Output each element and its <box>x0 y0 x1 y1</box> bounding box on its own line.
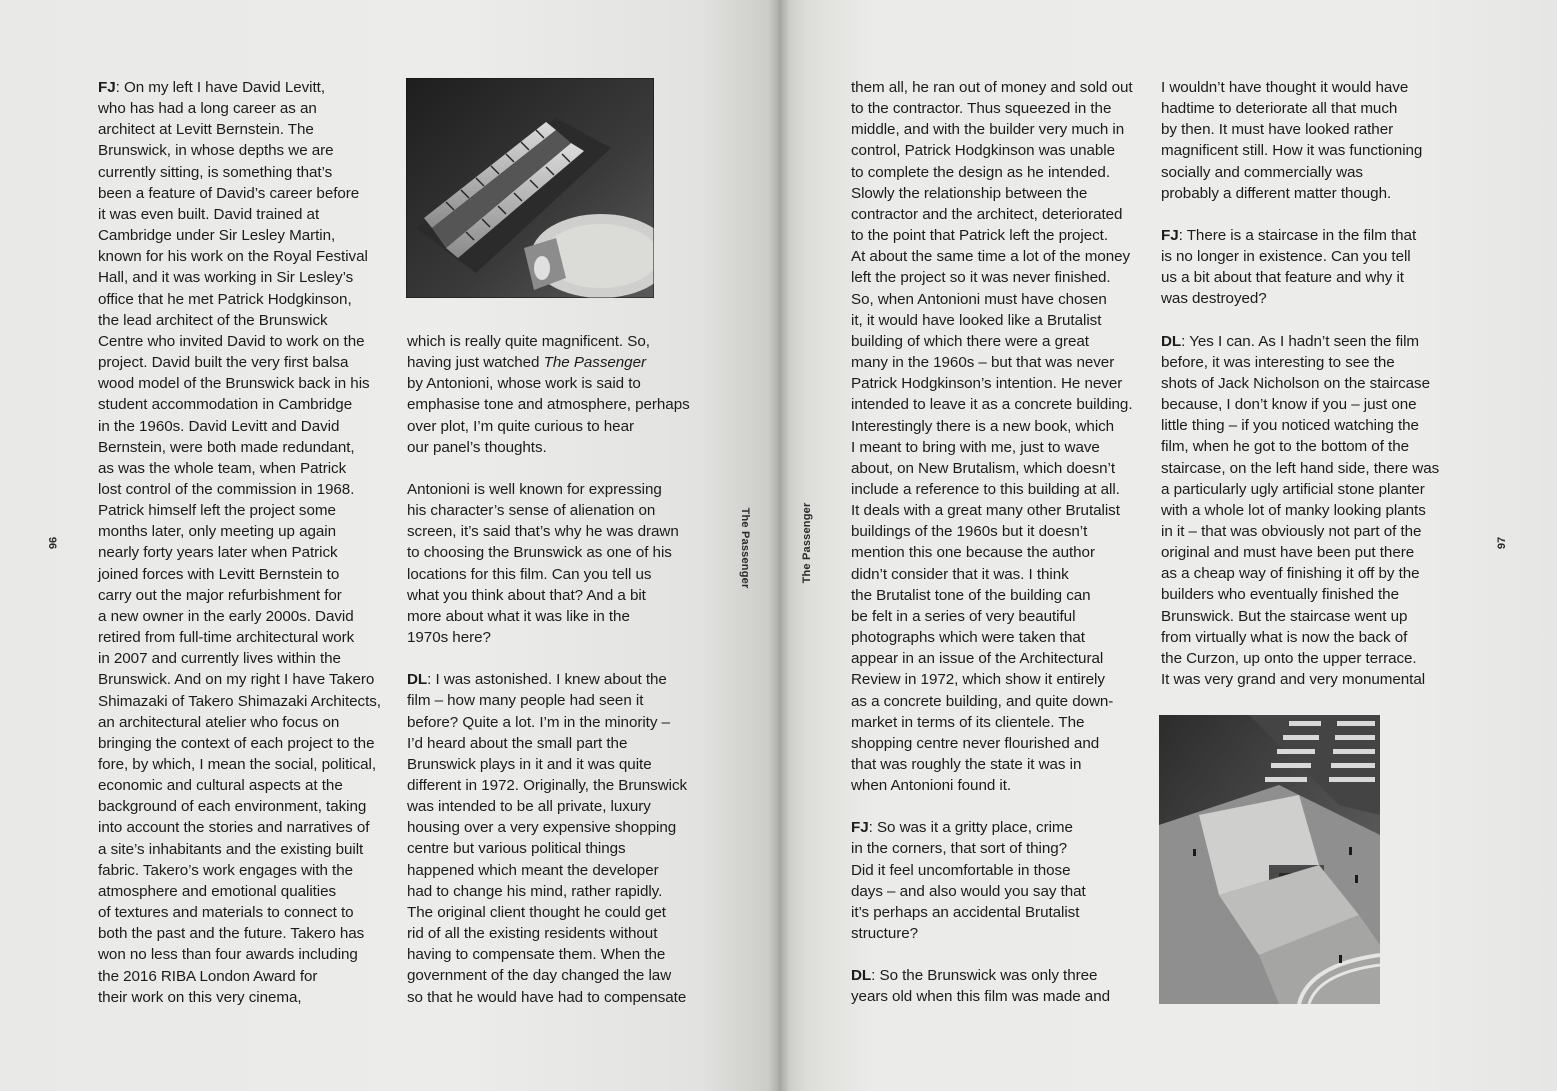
text-line: atmosphere and emotional qualities <box>98 882 337 900</box>
text-line: It was very grand and very monumental <box>1161 671 1426 689</box>
text-line: didn’t consider that it was. I think <box>851 565 1069 583</box>
text-line: I wouldn’t have thought it would have <box>1161 79 1409 96</box>
text-line: film – how many people had seen it <box>407 692 644 710</box>
text-line: into account the stories and narratives of <box>98 819 370 837</box>
text-line: to choosing the Brunswick as one of his <box>407 544 672 562</box>
text-line: screen, it’s said that’s why he was drawn <box>407 523 679 541</box>
text-line: appear in an issue of the Architectural <box>851 650 1104 668</box>
text-line: which is really quite magnificent. So, <box>407 333 650 350</box>
text-line: fabric. Takero’s work engages with the <box>98 861 354 879</box>
text-line: had to change his mind, rather rapidly. <box>407 882 663 900</box>
text-line: include a reference to this building at all. <box>851 480 1120 498</box>
speaker-text: : I was astonished. I knew about the <box>427 671 667 689</box>
text-line: about, on New Brutalism, which doesn’t <box>851 459 1116 477</box>
text-line: Antonioni is well known for expressing <box>407 480 662 498</box>
speaker-text: : Yes I can. As I hadn’t seen the film <box>1181 332 1420 350</box>
paragraph <box>851 817 1151 944</box>
text-line <box>407 352 707 373</box>
speaker-text: : There is a staircase in the film that <box>1178 226 1417 244</box>
text-line: as was the whole team, when Patrick <box>98 459 347 477</box>
paragraph <box>407 331 707 458</box>
paragraph <box>851 77 1151 796</box>
text-line: Brunswick, in whose depths we are <box>98 142 334 160</box>
text-line: his character’s sense of alienation on <box>407 502 656 520</box>
text-line: both the past and the future. Takero has <box>98 925 365 943</box>
text-line: by then. It must have looked rather <box>1161 121 1394 139</box>
text-line: to the point that Patrick left the project. <box>851 227 1109 245</box>
text-line: Slowly the relationship between the <box>851 184 1088 202</box>
text-line: with a whole lot of manky looking plants <box>1161 501 1426 519</box>
text-line: when Antonioni found it. <box>851 777 1012 795</box>
text-line: a new owner in the early 2000s. David <box>98 607 354 625</box>
text-line <box>407 669 707 690</box>
text-line: before? Quite a lot. I’m in the minority – <box>407 713 670 731</box>
text-line <box>1161 331 1461 352</box>
text-line: economic and cultural aspects at the <box>98 777 343 795</box>
speaker-initials: DL <box>407 671 428 689</box>
text-line: it, it would have looked like a Brutalist <box>851 311 1102 329</box>
text-line: won no less than four awards including <box>98 946 358 964</box>
text-line: retired from full-time architectural work <box>98 629 355 647</box>
text-line: as a concrete building, and quite down- <box>851 692 1114 710</box>
text-line: student accommodation in Cambridge <box>98 396 353 414</box>
text-line: market in terms of its clientele. The <box>851 713 1085 731</box>
text-line: 1970s here? <box>407 629 491 647</box>
architectural-model-photo <box>406 78 654 298</box>
text-line: in the 1960s. David Levitt and David <box>98 417 340 435</box>
text-line: months later, only meeting up again <box>98 523 337 541</box>
text-line: Bernstein, were both made redundant, <box>98 438 355 456</box>
text-line: our panel’s thoughts. <box>407 438 547 456</box>
text-line: housing over a very expensive shopping <box>407 819 677 837</box>
text-line: nearly forty years later when Patrick <box>98 544 338 562</box>
speaker-text: : On my left I have David Levitt, <box>115 79 325 96</box>
text-line: buildings of the 1960s but it doesn’t <box>851 523 1088 541</box>
text-line: Brunswick. But the staircase went up <box>1161 607 1408 625</box>
text-line: contractor and the architect, deteriorated <box>851 205 1123 223</box>
text-line: an architectural atelier who focus on <box>98 713 340 731</box>
text-line: Brunswick plays in it and it was quite <box>407 755 652 773</box>
text-line: rid of all the existing residents without <box>407 925 658 943</box>
text-line: from virtually what is now the back of <box>1161 628 1408 646</box>
text-column-1 <box>98 77 398 1008</box>
text-line: of textures and materials to connect to <box>98 904 354 922</box>
speaker-text: : So was it a gritty place, crime <box>868 819 1073 837</box>
text-line: a site’s inhabitants and the existing built <box>98 840 364 858</box>
text-line: bringing the context of each project to the <box>98 734 375 752</box>
text-line: magnificent still. How it was functioning <box>1161 142 1423 160</box>
paragraph <box>1161 77 1461 204</box>
text-line: intended to leave it as a concrete building. <box>851 396 1133 414</box>
paragraph <box>407 479 707 648</box>
text-line: It deals with a great many other Brutalist <box>851 502 1120 520</box>
text-line: what you think about that? And a bit <box>407 586 646 604</box>
text-line: socially and commercially was <box>1161 163 1363 181</box>
text-line: left the project so it was never finished. <box>851 269 1111 287</box>
text-line: wood model of the Brunswick back in his <box>98 375 370 393</box>
text-line: locations for this film. Can you tell us <box>407 565 652 583</box>
text-line: project. David built the very first balsa <box>98 354 349 372</box>
page-number-right: 97 <box>1496 536 1508 550</box>
text-fragment: having just watched <box>407 354 544 372</box>
text-line: So, when Antonioni must have chosen <box>851 290 1107 308</box>
text-line: different in 1972. Originally, the Brunswick <box>407 776 688 794</box>
paragraph <box>1161 225 1461 310</box>
text-line: Shimazaki of Takero Shimazaki Architects, <box>98 692 381 710</box>
terrace-aerial-photo <box>1159 715 1380 1004</box>
text-column-4 <box>1161 77 1461 690</box>
text-line: the 2016 RIBA London Award for <box>98 967 318 985</box>
text-line: lost control of the commission in 1968. <box>98 480 355 498</box>
paragraph <box>407 669 707 1008</box>
film-title: The Passenger <box>543 354 646 372</box>
text-line: who has had a long career as an <box>98 100 317 118</box>
text-line <box>98 77 398 98</box>
text-line: architect at Levitt Bernstein. The <box>98 121 314 139</box>
text-line: shots of Jack Nicholson on the staircase <box>1161 374 1430 392</box>
text-line: as a cheap way of finishing it off by the <box>1161 565 1420 583</box>
text-line: structure? <box>851 925 919 943</box>
text-line: their work on this very cinema, <box>98 988 302 1006</box>
text-line: it’s perhaps an accidental Brutalist <box>851 903 1080 921</box>
text-line: probably a different matter though. <box>1161 184 1392 202</box>
text-line: shopping centre never flourished and <box>851 734 1100 752</box>
text-line: middle, and with the builder very much in <box>851 121 1125 139</box>
speaker-initials: FJ <box>98 79 116 96</box>
text-line: to complete the design as he intended. <box>851 163 1111 181</box>
text-line: film, when he got to the bottom of the <box>1161 438 1409 456</box>
text-line: little thing – if you noticed watching the <box>1161 417 1419 435</box>
text-line: I meant to bring with me, just to wave <box>851 438 1100 456</box>
speaker-initials: DL <box>851 967 872 985</box>
text-line: the lead architect of the Brunswick <box>98 311 328 329</box>
text-line: Centre who invited David to work on the <box>98 332 365 350</box>
text-line: was intended to be all private, luxury <box>407 798 651 816</box>
text-line: original and must have been put there <box>1161 544 1415 562</box>
text-line: I’d heard about the small part the <box>407 734 628 752</box>
text-line: Patrick himself left the project some <box>98 502 336 520</box>
text-line: the Curzon, up onto the upper terrace. <box>1161 649 1417 667</box>
text-line: emphasise tone and atmosphere, perhaps <box>407 396 690 414</box>
text-line: by Antonioni, whose work is said to <box>407 375 641 393</box>
text-line: was destroyed? <box>1161 290 1267 308</box>
text-line: joined forces with Levitt Bernstein to <box>98 565 340 583</box>
page-number-left: 96 <box>46 536 58 550</box>
text-line: Cambridge under Sir Lesley Martin, <box>98 227 336 245</box>
speaker-text: : So the Brunswick was only three <box>871 967 1098 985</box>
text-line: us a bit about that feature and why it <box>1161 269 1404 287</box>
text-line: hadtime to deteriorate all that much <box>1161 100 1398 118</box>
text-line: mention this one because the author <box>851 544 1095 562</box>
text-line: it was even built. David trained at <box>98 205 320 223</box>
text-line: that was roughly the state it was in <box>851 756 1082 773</box>
text-line: known for his work on the Royal Festival <box>98 248 368 266</box>
text-line: control, Patrick Hodgkinson was unable <box>851 142 1116 160</box>
text-line: staircase, on the left hand side, there was <box>1161 459 1440 477</box>
text-line: days – and also would you say that <box>851 882 1086 900</box>
text-line: photographs which were taken that <box>851 629 1085 647</box>
text-line: Brunswick. And on my right I have Takero <box>98 671 375 689</box>
text-line <box>851 817 1151 838</box>
text-column-2 <box>407 331 707 1008</box>
text-line: Review in 1972, which show it entirely <box>851 671 1105 689</box>
text-line: before, it was interesting to see the <box>1161 353 1395 371</box>
text-line <box>851 965 1151 986</box>
text-line: over plot, I’m quite curious to hear <box>407 417 634 435</box>
text-line: The original client thought he could get <box>407 903 666 921</box>
text-line: carry out the major refurbishment for <box>98 586 342 604</box>
paragraph <box>1161 331 1461 691</box>
text-line: to the contractor. Thus squeezed in the <box>851 100 1112 118</box>
text-line: because, I don’t know if you – just one <box>1161 396 1417 414</box>
text-line: in it – that was obviously not part of the <box>1161 522 1422 540</box>
text-line: office that he met Patrick Hodgkinson, <box>98 290 352 308</box>
text-line: been a feature of David’s career before <box>98 184 360 202</box>
text-line: be felt in a series of very beautiful <box>851 607 1076 625</box>
text-line: the Brutalist tone of the building can <box>851 586 1091 604</box>
text-line: many in the 1960s – but that was never <box>851 354 1115 372</box>
text-line: government of the day changed the law <box>407 967 672 985</box>
text-line: more about what it was like in the <box>407 607 630 625</box>
text-line: Patrick Hodgkinson’s intention. He never <box>851 375 1123 393</box>
text-line: so that he would have had to compensate <box>407 988 687 1006</box>
paragraph <box>851 965 1151 1007</box>
text-line: fore, by which, I mean the social, political, <box>98 756 377 773</box>
speaker-initials: FJ <box>851 819 869 837</box>
text-line: At about the same time a lot of the money <box>851 248 1131 266</box>
text-line: a particularly ugly artificial stone planter <box>1161 480 1425 498</box>
running-head-right: The Passenger <box>801 502 813 584</box>
paragraph <box>98 77 398 1008</box>
text-line: them all, he ran out of money and sold out <box>851 79 1133 96</box>
text-line: is no longer in existence. Can you tell <box>1161 248 1411 266</box>
text-line: building of which there were a great <box>851 332 1089 350</box>
text-line: happened which meant the developer <box>407 861 659 879</box>
text-line: Interestingly there is a new book, which <box>851 417 1115 435</box>
speaker-initials: DL <box>1161 332 1182 350</box>
text-line: Did it feel uncomfortable in those <box>851 861 1071 879</box>
text-line: Hall, and it was working in Sir Lesley’s <box>98 269 354 287</box>
text-line: in the corners, that sort of thing? <box>851 840 1068 858</box>
text-line <box>1161 225 1461 246</box>
text-line: having to compensate them. When the <box>407 946 666 964</box>
speaker-initials: FJ <box>1161 226 1179 244</box>
text-line: years old when this film was made and <box>851 988 1110 1006</box>
text-line: centre but various political things <box>407 840 626 858</box>
text-line: background of each environment, taking <box>98 798 367 816</box>
running-head-left: The Passenger <box>739 507 751 589</box>
text-column-3 <box>851 77 1151 1008</box>
text-line: in 2007 and currently lives within the <box>98 650 341 668</box>
text-line: builders who eventually finished the <box>1161 586 1399 604</box>
text-line: currently sitting, is something that’s <box>98 163 333 181</box>
